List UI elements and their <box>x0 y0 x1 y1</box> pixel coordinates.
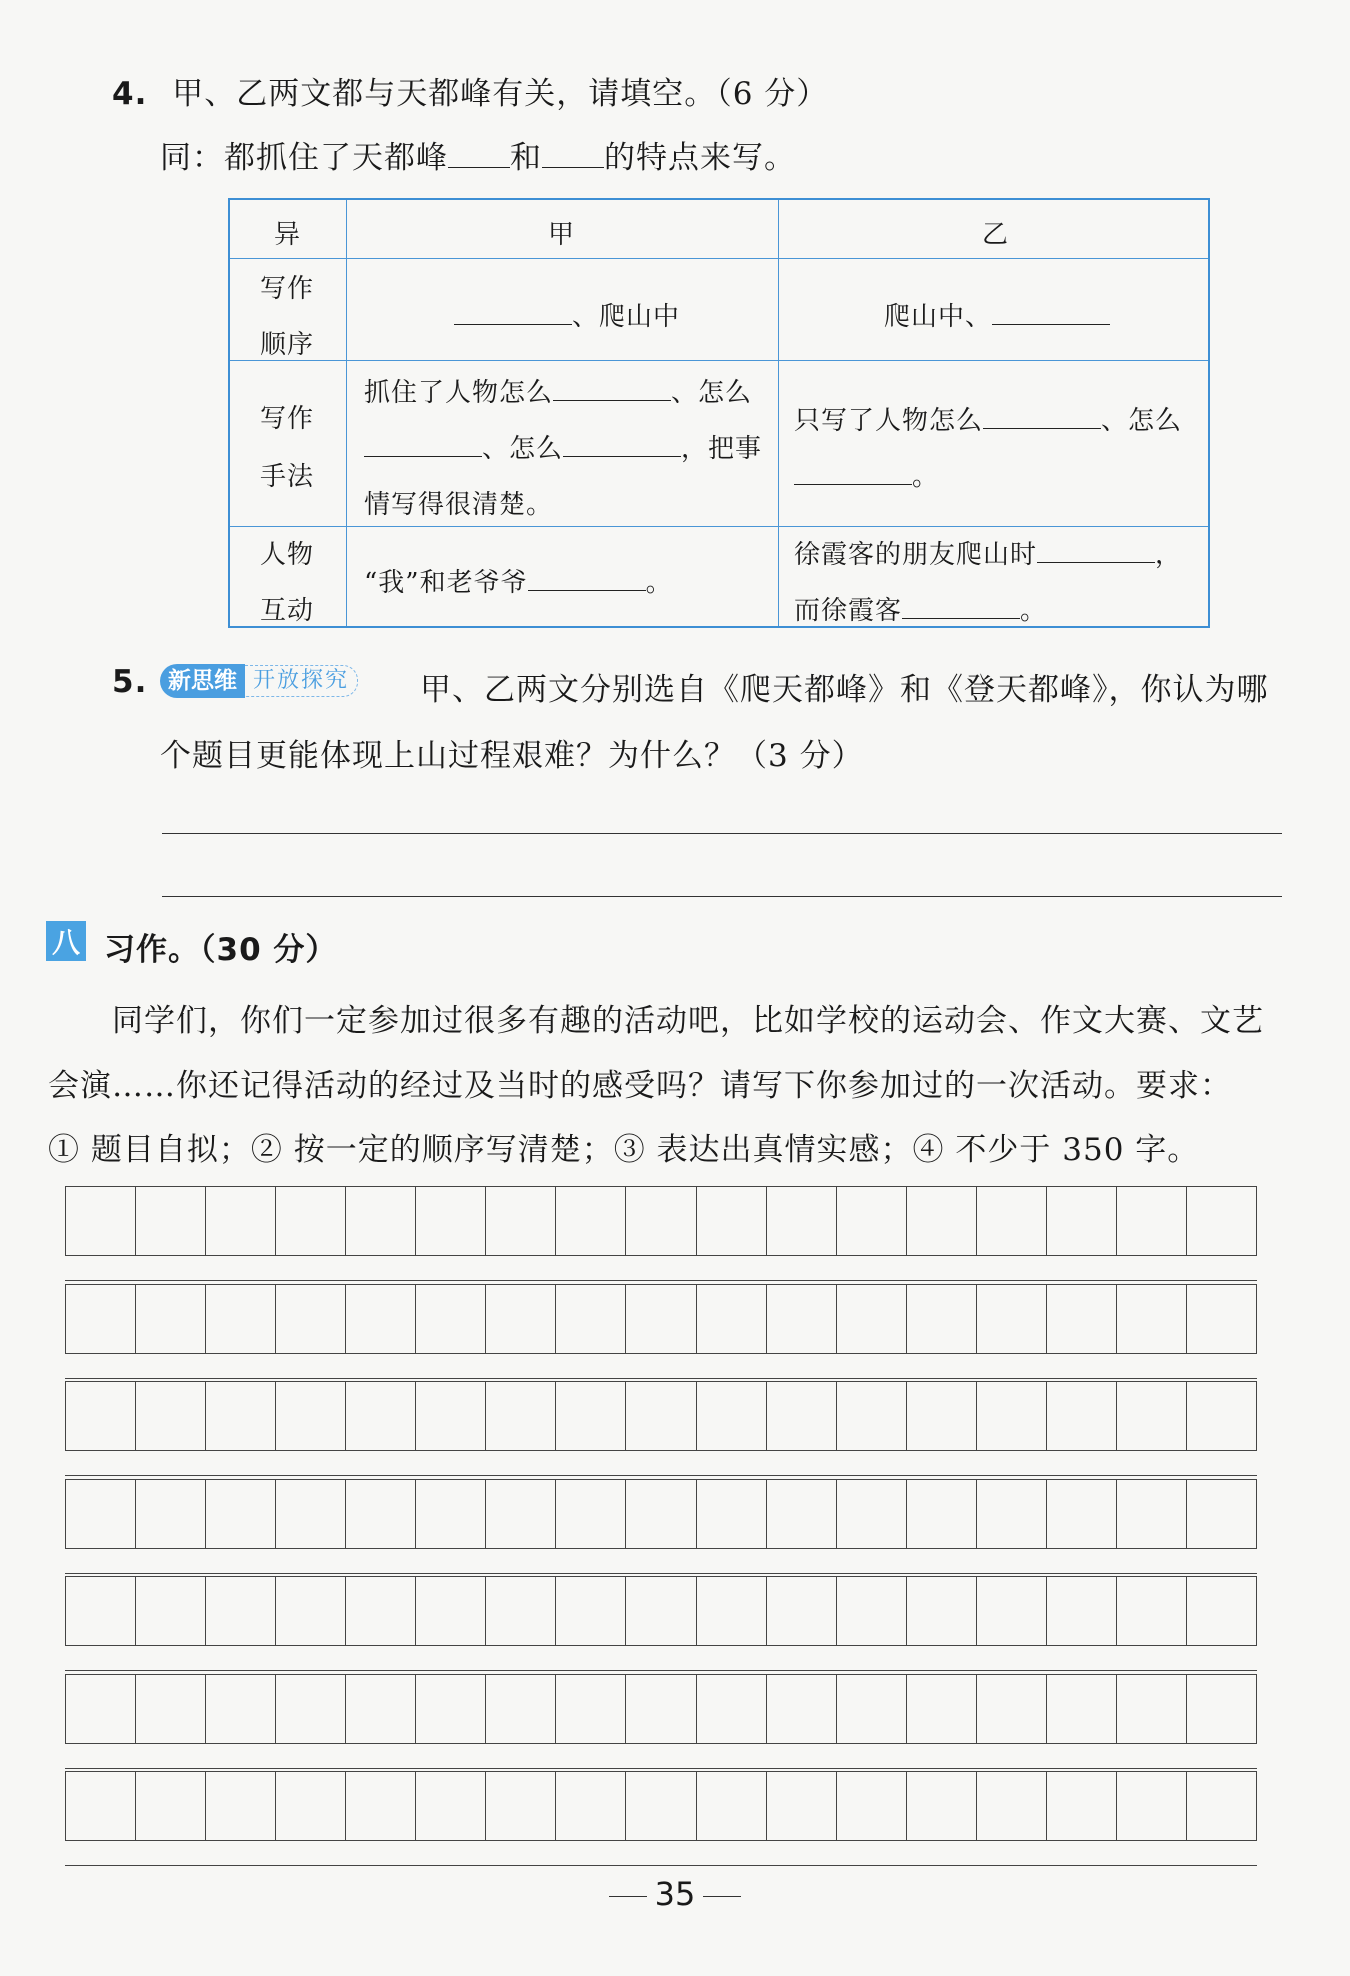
question-4 <box>112 68 828 113</box>
question-number: 5. <box>112 664 148 700</box>
fill-blank[interactable] <box>454 323 572 325</box>
fill-blank[interactable] <box>563 455 681 457</box>
essay-para: ① 题目自拟；② 按一定的顺序写清楚；③ 表达出真情实感；④ 不少于 350 字。 <box>48 1132 1200 1168</box>
row-head: 写作 <box>260 404 315 434</box>
fill-blank[interactable] <box>542 166 604 168</box>
section-eight-icon: 八 <box>46 921 86 961</box>
answer-line[interactable] <box>162 833 1282 834</box>
row-head: 手法 <box>260 462 315 492</box>
cell-text: 、爬山中 <box>454 296 680 333</box>
grid-row[interactable] <box>65 1186 1257 1256</box>
row-head: 写作 <box>260 274 315 304</box>
essay-para: 同学们，你们一定参加过很多有趣的活动吧，比如学校的运动会、作文大赛、文艺 <box>112 1003 1264 1039</box>
fill-blank[interactable] <box>992 323 1110 325</box>
cell-text: 情写得很清楚。 <box>364 490 554 520</box>
cell-text: 、怎么 ，把事 <box>364 428 762 465</box>
answer-line[interactable] <box>162 896 1282 897</box>
badge-main: 新思维 <box>160 664 245 698</box>
comparison-table <box>228 198 1210 628</box>
fill-blank[interactable] <box>528 589 646 591</box>
essay-para: 会演……你还记得活动的经过及当时的感受吗？请写下你参加过的一次活动。要求： <box>48 1068 1232 1104</box>
grid-row[interactable] <box>65 1674 1257 1744</box>
grid-row[interactable] <box>65 1771 1257 1841</box>
grid-row[interactable] <box>65 1284 1257 1354</box>
header-diff: 异 <box>274 220 302 250</box>
fill-blank[interactable] <box>1037 561 1155 563</box>
grid-separator <box>65 1280 1257 1281</box>
cell-text: “我”和老爷爷 。 <box>364 568 673 598</box>
cell-text: 爬山中、 <box>884 296 1110 333</box>
fill-blank[interactable] <box>983 427 1101 429</box>
row-head: 顺序 <box>260 330 315 360</box>
same-text-c: 的特点来写。 <box>604 140 796 176</box>
grid-row[interactable] <box>65 1381 1257 1451</box>
grid-separator <box>65 1768 1257 1769</box>
section-title: 习作。（30 分） <box>104 932 338 968</box>
q5-prompt-a: 甲、乙两文分别选自《爬天都峰》和《登天都峰》，你认为哪 <box>420 672 1269 708</box>
cell-text: 而徐霞客 。 <box>794 596 1048 626</box>
grid-separator <box>65 1573 1257 1574</box>
header-yi: 乙 <box>982 220 1010 250</box>
fill-blank[interactable] <box>794 483 912 485</box>
row-head: 人物 <box>260 540 315 570</box>
header-jia: 甲 <box>548 220 576 250</box>
fill-blank[interactable] <box>448 166 510 168</box>
grid-row[interactable] <box>65 1576 1257 1646</box>
row-head: 互动 <box>260 596 315 626</box>
grid-separator <box>65 1865 1257 1866</box>
cell-text: 只写了人物怎么 、怎么 <box>794 406 1183 436</box>
q5-prompt-b: 个题目更能体现上山过程艰难？为什么？（3 分） <box>160 738 864 774</box>
badge-sub: 开放探究 <box>245 665 358 697</box>
question-prompt: 甲、乙两文都与天都峰有关，请填空。（6 分） <box>172 76 829 112</box>
cell-text: 抓住了人物怎么 、怎么 <box>364 378 753 408</box>
same-text-b: 和 <box>510 140 542 176</box>
cell-text: 徐霞客的朋友爬山时 ， <box>794 540 1183 570</box>
new-thinking-badge <box>160 664 358 698</box>
same-text-a: 同：都抓住了天都峰 <box>160 140 448 176</box>
grid-separator <box>65 1475 1257 1476</box>
question-number: 4. <box>112 76 148 112</box>
cell-text: 。 <box>794 456 939 493</box>
fill-blank[interactable] <box>364 455 482 457</box>
fill-blank[interactable] <box>902 617 1020 619</box>
grid-row[interactable] <box>65 1479 1257 1549</box>
fill-blank[interactable] <box>553 399 671 401</box>
grid-separator <box>65 1670 1257 1671</box>
page-number: 35 <box>0 1875 1350 1913</box>
grid-separator <box>65 1378 1257 1379</box>
q4-same-line <box>160 132 796 177</box>
